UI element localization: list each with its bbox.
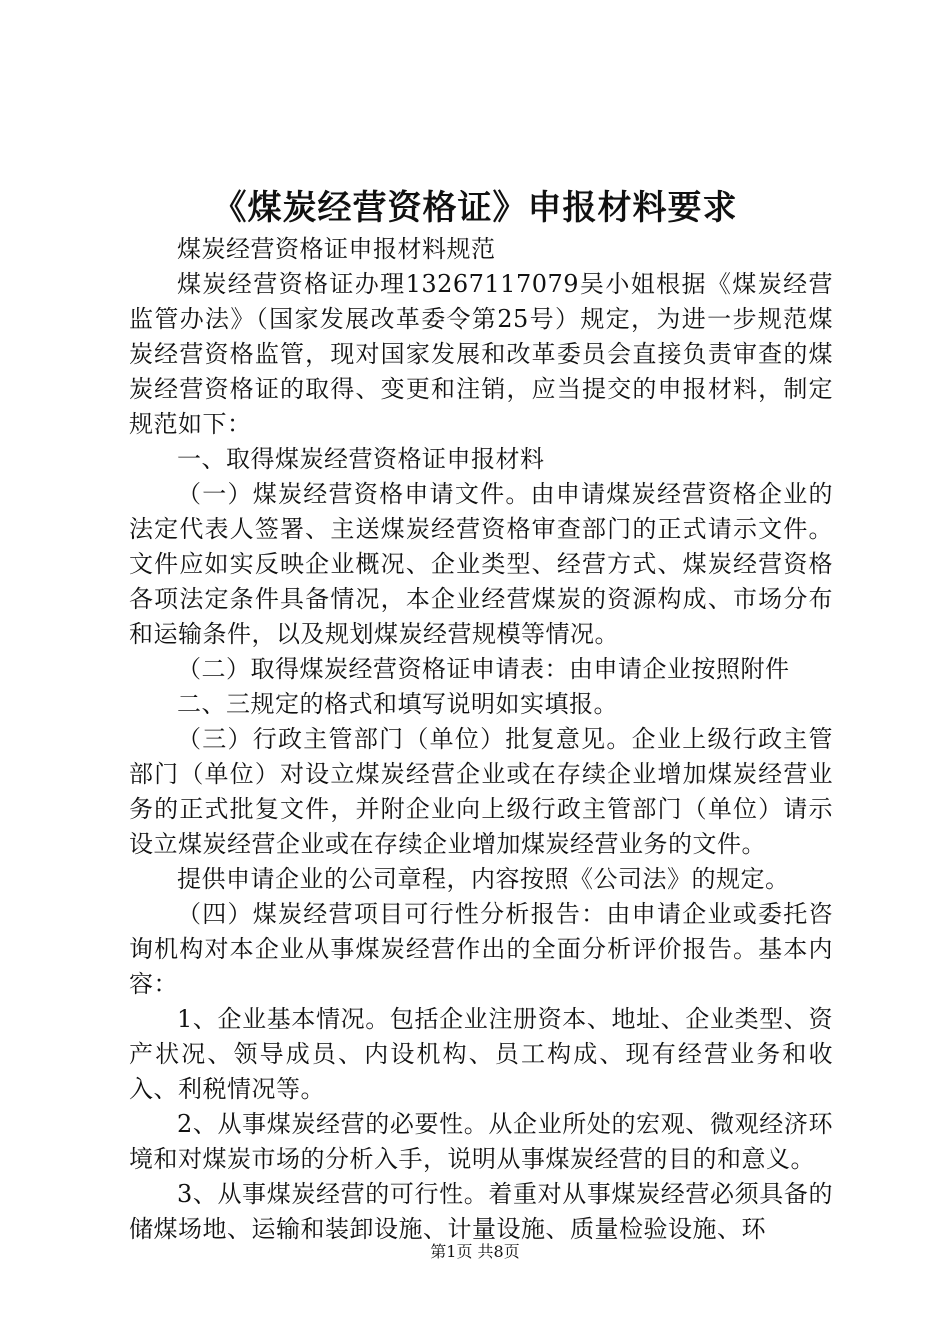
- paragraph-item-3: （三）行政主管部门（单位）批复意见。企业上级行政主管部门（单位）对设立煤炭经营企业或在存续企业增加煤炭经营业务的正式批复文件，并附企业向上级行政主管部门（单位）请示设立煤炭经营企业或在存续企业增加煤炭经营业务的文件。: [129, 725, 833, 858]
- document-title: 《煤炭经营资格证》申报材料要求: [212, 188, 738, 228]
- paragraph-item-4: （四）煤炭经营项目可行性分析报告：由申请企业或委托咨询机构对本企业从事煤炭经营作出的全面分析评价报告。基本内容：: [129, 900, 833, 998]
- paragraph-company-charter: 提供申请企业的公司章程，内容按照《公司法》的规定。: [177, 865, 790, 893]
- paragraph-subtitle: 煤炭经营资格证申报材料规范: [177, 235, 496, 263]
- section-heading-1: 一、取得煤炭经营资格证申报材料: [177, 445, 545, 473]
- document-body: [129, 232, 833, 1247]
- page-number-footer: 第1页 共8页: [430, 1242, 520, 1261]
- paragraph-sub-2: 2、从事煤炭经营的必要性。从企业所处的宏观、微观经济环境和对煤炭市场的分析入手，说明从事煤炭经营的目的和意义。: [129, 1110, 833, 1173]
- paragraph-item-2: （二）取得煤炭经营资格证申请表：由申请企业按照附件: [177, 655, 790, 683]
- paragraph-item-2-cont: 二、三规定的格式和填写说明如实填报。: [177, 690, 618, 718]
- paragraph-item-1: （一）煤炭经营资格申请文件。由申请煤炭经营资格企业的法定代表人签署、主送煤炭经营资格审查部门的正式请示文件。文件应如实反映企业概况、企业类型、经营方式、煤炭经营资格各项法定条件具备情况，本企业经营煤炭的资源构成、市场分布和运输条件，以及规划煤炭经营规模等情况。: [129, 480, 833, 648]
- paragraph-intro: 煤炭经营资格证办理13267117079吴小姐根据《煤炭经营监管办法》（国家发展改革委令第25号）规定，为进一步规范煤炭经营资格监管，现对国家发展和改革委员会直接负责审查的煤炭经营资格证的取得、变更和注销，应当提交的申报材料，制定规范如下：: [129, 270, 833, 438]
- paragraph-sub-1: 1、企业基本情况。包括企业注册资本、地址、企业类型、资产状况、领导成员、内设机构、员工构成、现有经营业务和收入、利税情况等。: [129, 1005, 833, 1103]
- paragraph-sub-3: 3、从事煤炭经营的可行性。着重对从事煤炭经营必须具备的储煤场地、运输和装卸设施、计量设施、质量检验设施、环: [129, 1180, 833, 1243]
